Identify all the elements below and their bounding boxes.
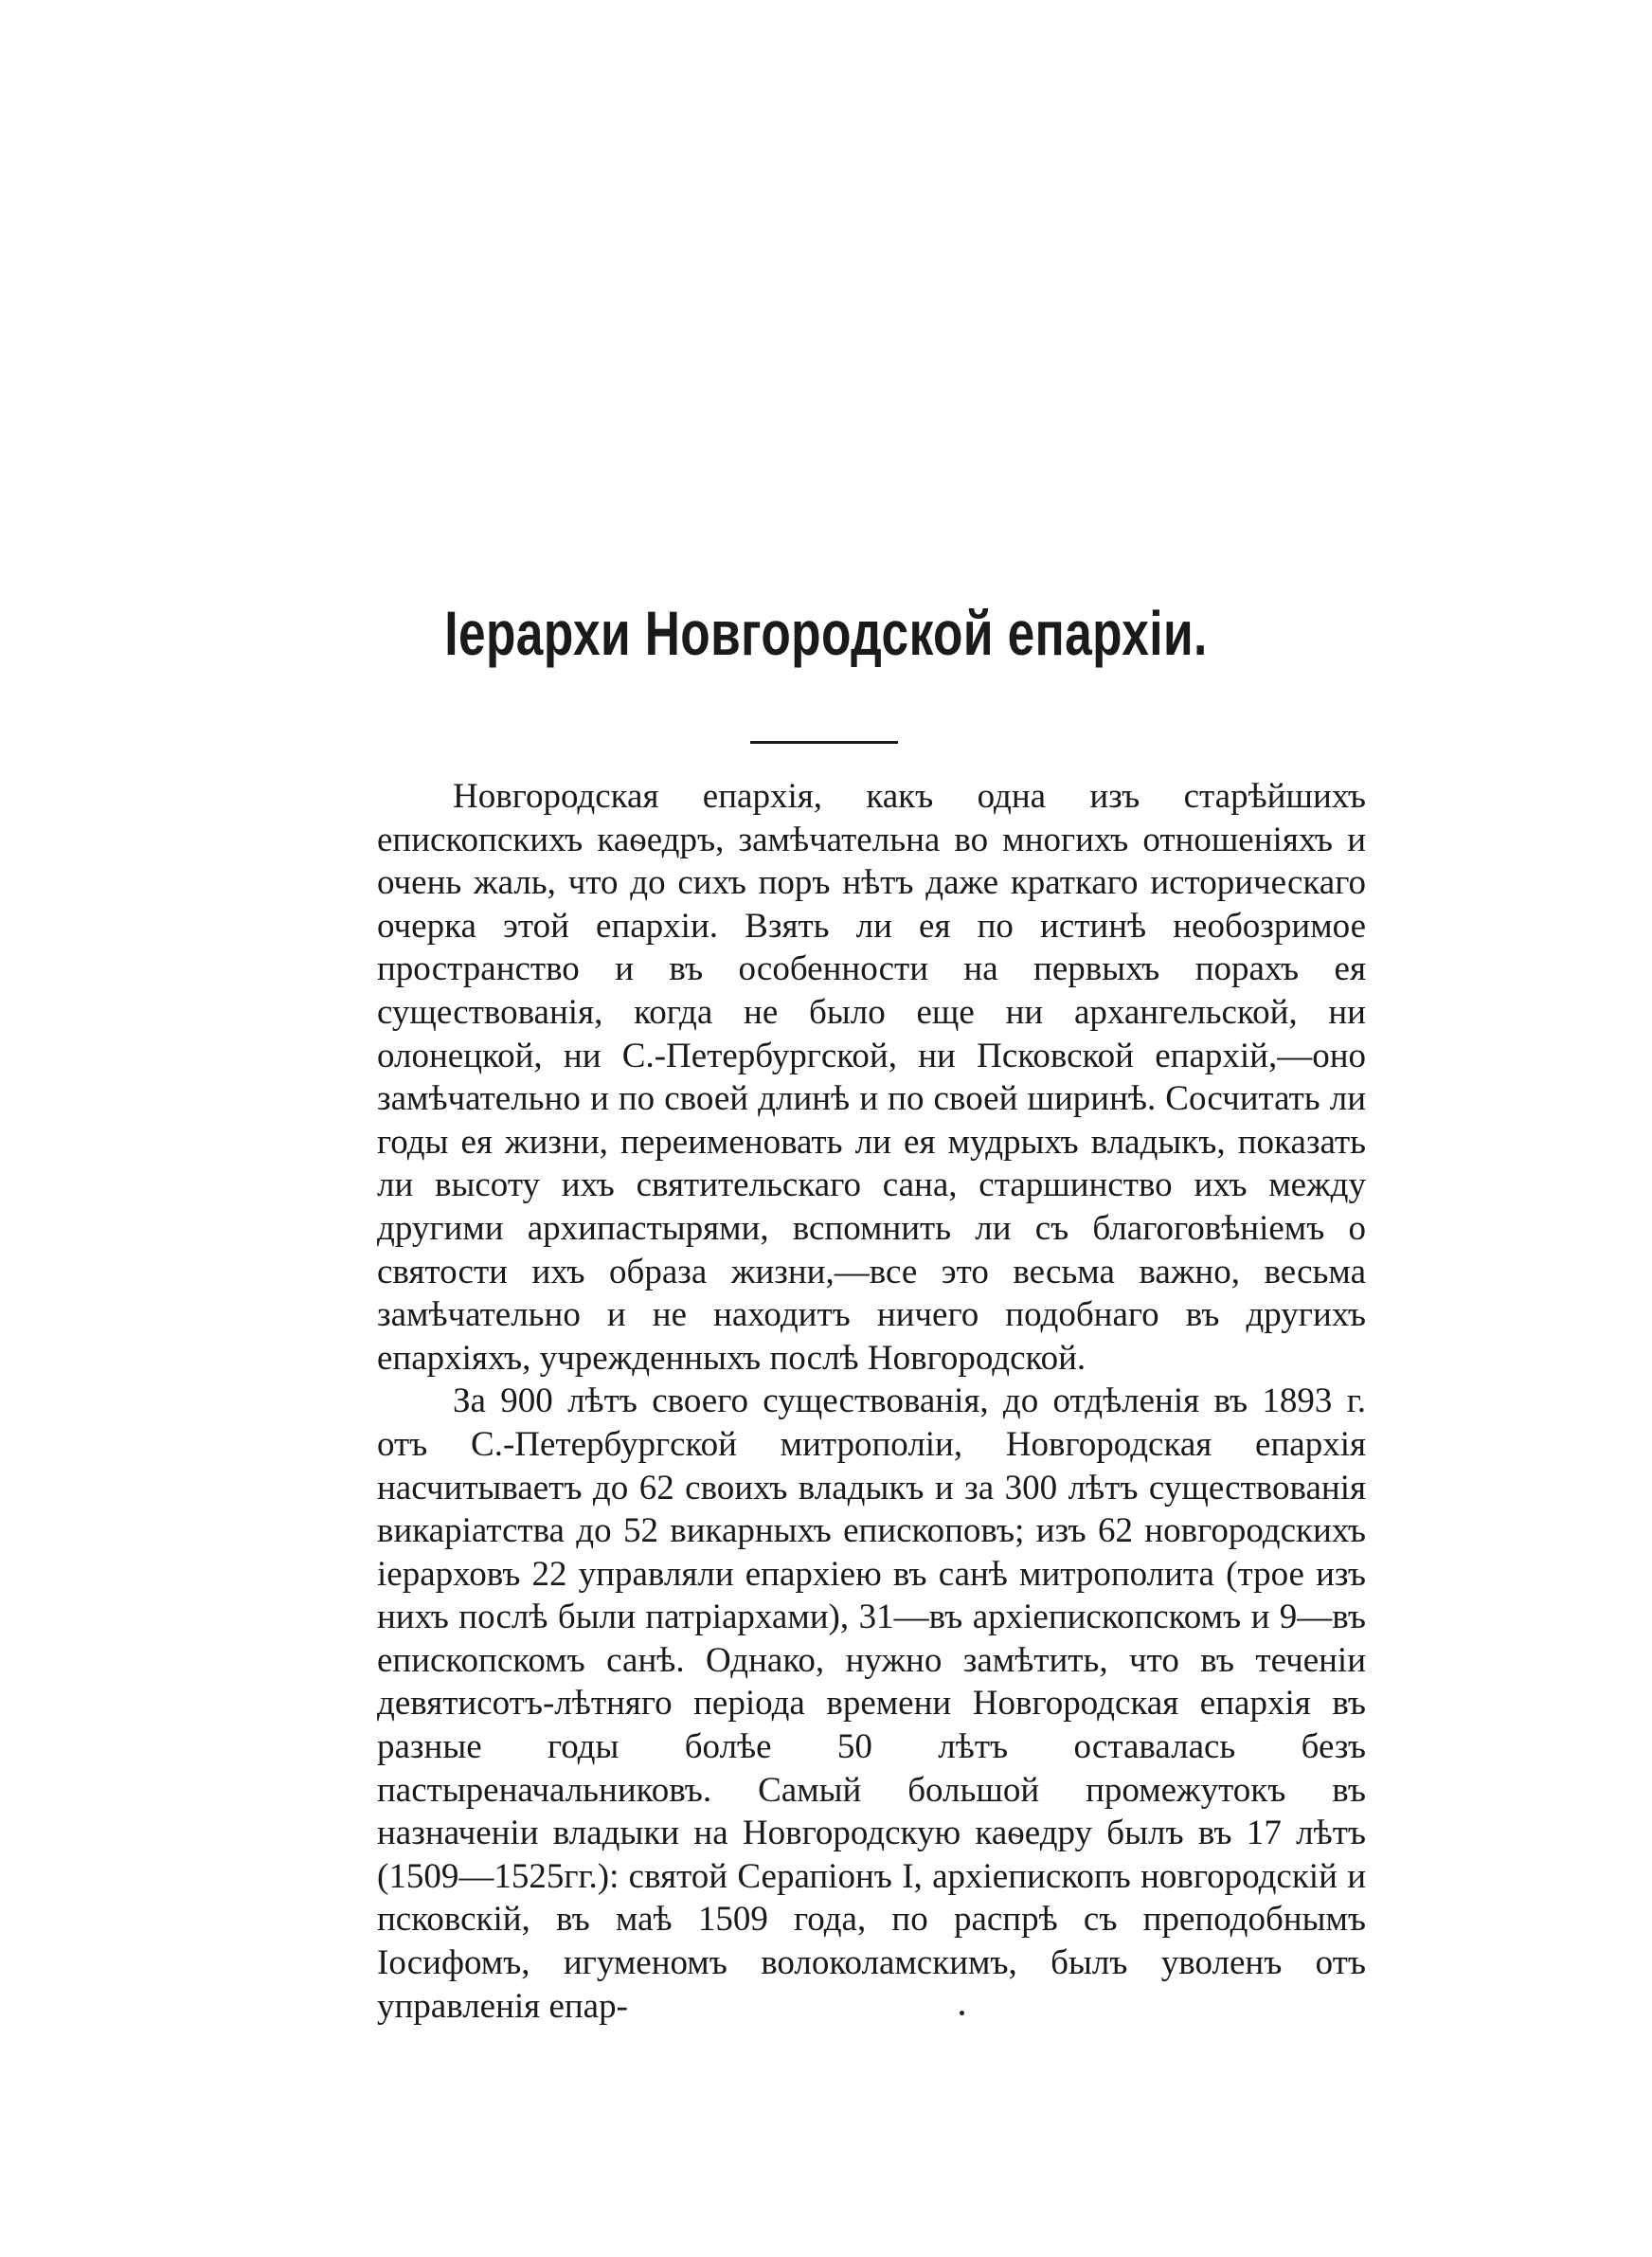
title-divider [750, 741, 898, 744]
paragraph: Новгородская епархія, какъ одна изъ старѣйшихъ епископскихъ каѳедръ, замѣчательна во многихъ отношеніяхъ и очень жаль, что до сихъ поръ нѣтъ даже краткаго историческаго очерка этой епархіи. Взять ли ея по истинѣ необозримое пространство и въ особенности на первыхъ порахъ ея существованія, когда не было еще ни архангельской, ни олонецкой, ни С.-Петербургской, ни Псковской епархій,—оно замѣчательно и по своей длинѣ и по своей ширинѣ. Сосчитать ли годы ея жизни, переименовать ли ея мудрыхъ владыкъ, показать ли высоту ихъ святительскаго сана, старшинство ихъ между другими архипастырями, вспомнить ли съ благоговѣніемъ о святости ихъ образа жизни,—все это весьма важно, весьма замѣчательно и не находитъ ничего подобнаго въ другихъ епархіяхъ, учрежденныхъ послѣ Новгородской. [377, 777, 1366, 1378]
page-title: Іерархи Новгородской епархіи. [444, 598, 1208, 668]
ink-speck [960, 2011, 964, 2015]
body-text [377, 775, 1366, 2028]
paragraph: За 900 лѣтъ своего существованія, до отдѣленія въ 1893 г. отъ С.-Петербургской митрополіи, Новгородская епархія насчитываетъ до 62 своихъ владыкъ и за 300 лѣтъ существованія викаріатства до 52 викарныхъ епископовъ; изъ 62 новгородскихъ іерарховъ 22 управляли епархіею въ санѣ митрополита (трое изъ нихъ послѣ были патріархами), 31—въ архіепископскомъ и 9—въ епископскомъ санѣ. Однако, нужно замѣтить, что въ теченіи девятисотъ-лѣтняго періода времени Новгородская епархія въ разные годы болѣе 50 лѣтъ оставалась безъ пастыреначальниковъ. Самый большой промежутокъ въ назначеніи владыки на Новгородскую каѳедру былъ въ 17 лѣтъ (1509—1525гг.): святой Серапіонъ I, архіепископъ новгородскій и псковскій, въ маѣ 1509 года, по распрѣ съ преподобнымъ Іосифомъ, игуменомъ волоколамскимъ, былъ уволенъ отъ управленія епар- [377, 1381, 1366, 2026]
